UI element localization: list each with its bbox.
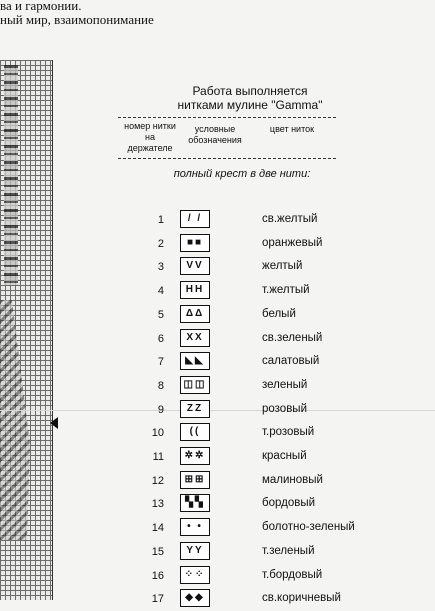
thread-number: 15 [151, 545, 164, 558]
thread-number: 7 [157, 356, 164, 369]
thread-color-name: т.зеленый [262, 544, 315, 557]
legend-row [0, 305, 435, 327]
thread-color-name: белый [262, 307, 296, 320]
thread-number: 9 [157, 403, 164, 416]
thread-number: 13 [151, 498, 164, 511]
legend-row [0, 566, 435, 588]
thread-number: 1 [157, 214, 164, 226]
thread-color-name: розовый [262, 402, 308, 415]
stitch-symbol-icon: ΔΔ [180, 305, 210, 323]
stitch-symbol-icon: (( [180, 423, 210, 441]
column-header-number: номер нитки на держателе [124, 121, 176, 153]
thread-number: 2 [157, 237, 164, 250]
thread-number: 12 [151, 474, 164, 487]
legend-title-line-2: нитками мулине "Gamma" [177, 98, 323, 112]
stitch-symbol-icon: ◫◫ [180, 376, 210, 394]
thread-color-name: желтый [262, 260, 303, 273]
thread-number: 5 [157, 308, 164, 321]
thread-number: 16 [151, 569, 164, 582]
legend-row [0, 423, 435, 445]
thread-number: 3 [157, 261, 164, 274]
thread-color-name: малиновый [262, 473, 323, 486]
legend-row [0, 210, 435, 232]
stitch-symbol-icon: • • [180, 518, 210, 536]
thread-number: 8 [157, 379, 164, 392]
top-text-line-2: ный мир, взаимопонимание [0, 12, 154, 27]
legend-row [0, 518, 435, 540]
legend-title-line-1: Работа выполняется [192, 84, 308, 98]
thread-color-name: св.зеленый [262, 331, 323, 344]
thread-number: 17 [151, 593, 164, 606]
column-header-symbol: условные обозначения [188, 124, 242, 145]
top-text-line-1: ва и гармонии. [0, 0, 82, 13]
thread-color-name: т.розовый [262, 426, 315, 439]
thread-color-name: т.желтый [262, 284, 310, 297]
legend-row [0, 329, 435, 351]
thread-color-name: салатовый [262, 355, 320, 368]
stitch-symbol-icon: ▚▚ [180, 494, 210, 512]
stitch-symbol-icon: YY [180, 542, 210, 560]
legend-row [0, 494, 435, 516]
legend-row [0, 376, 435, 398]
stitch-symbol-icon: / / [180, 210, 210, 228]
header-rule-bottom [118, 158, 336, 159]
thread-number: 14 [151, 522, 164, 535]
thread-number: 11 [152, 451, 164, 463]
stitch-symbol-icon: HH [180, 281, 210, 299]
thread-number: 10 [151, 427, 164, 440]
stitch-symbol-icon: ⁘⁘ [180, 566, 210, 584]
thread-color-name: красный [262, 450, 307, 462]
thread-color-name: св.коричневый [262, 592, 341, 605]
header-rule-top [118, 117, 336, 118]
stitch-symbol-icon: ⊞⊞ [180, 471, 210, 489]
legend-row [0, 447, 435, 469]
thread-color-name: зеленый [262, 378, 308, 391]
legend-row [0, 352, 435, 374]
thread-color-name: оранжевый [262, 236, 323, 249]
column-header-color: цвет ниток [269, 124, 315, 134]
legend-row [0, 542, 435, 564]
thread-number: 6 [157, 332, 164, 345]
stitch-symbol-icon: ■■ [180, 234, 210, 252]
stitch-symbol-icon: ZZ [180, 400, 210, 418]
stitch-symbol-icon: VV [180, 257, 210, 275]
thread-color-name: бордовый [262, 497, 316, 510]
thread-color-name: св.желтый [262, 213, 318, 225]
stitch-symbol-icon: ✲✲ [180, 447, 210, 465]
legend-row [0, 281, 435, 303]
stitch-symbol-icon: ◆◆ [180, 589, 210, 607]
legend-row [0, 471, 435, 493]
stitch-type-subtitle: полный крест в две нити: [173, 168, 311, 180]
legend-row [0, 257, 435, 279]
thread-color-name: т.бордовый [262, 568, 323, 581]
legend-row [0, 589, 435, 611]
stitch-symbol-icon: ◣◣ [180, 352, 210, 370]
legend-row [0, 400, 435, 422]
legend-row [0, 234, 435, 256]
stitch-symbol-icon: XX [180, 329, 210, 347]
thread-color-name: болотно-зеленый [262, 521, 355, 534]
thread-number: 4 [157, 285, 164, 298]
